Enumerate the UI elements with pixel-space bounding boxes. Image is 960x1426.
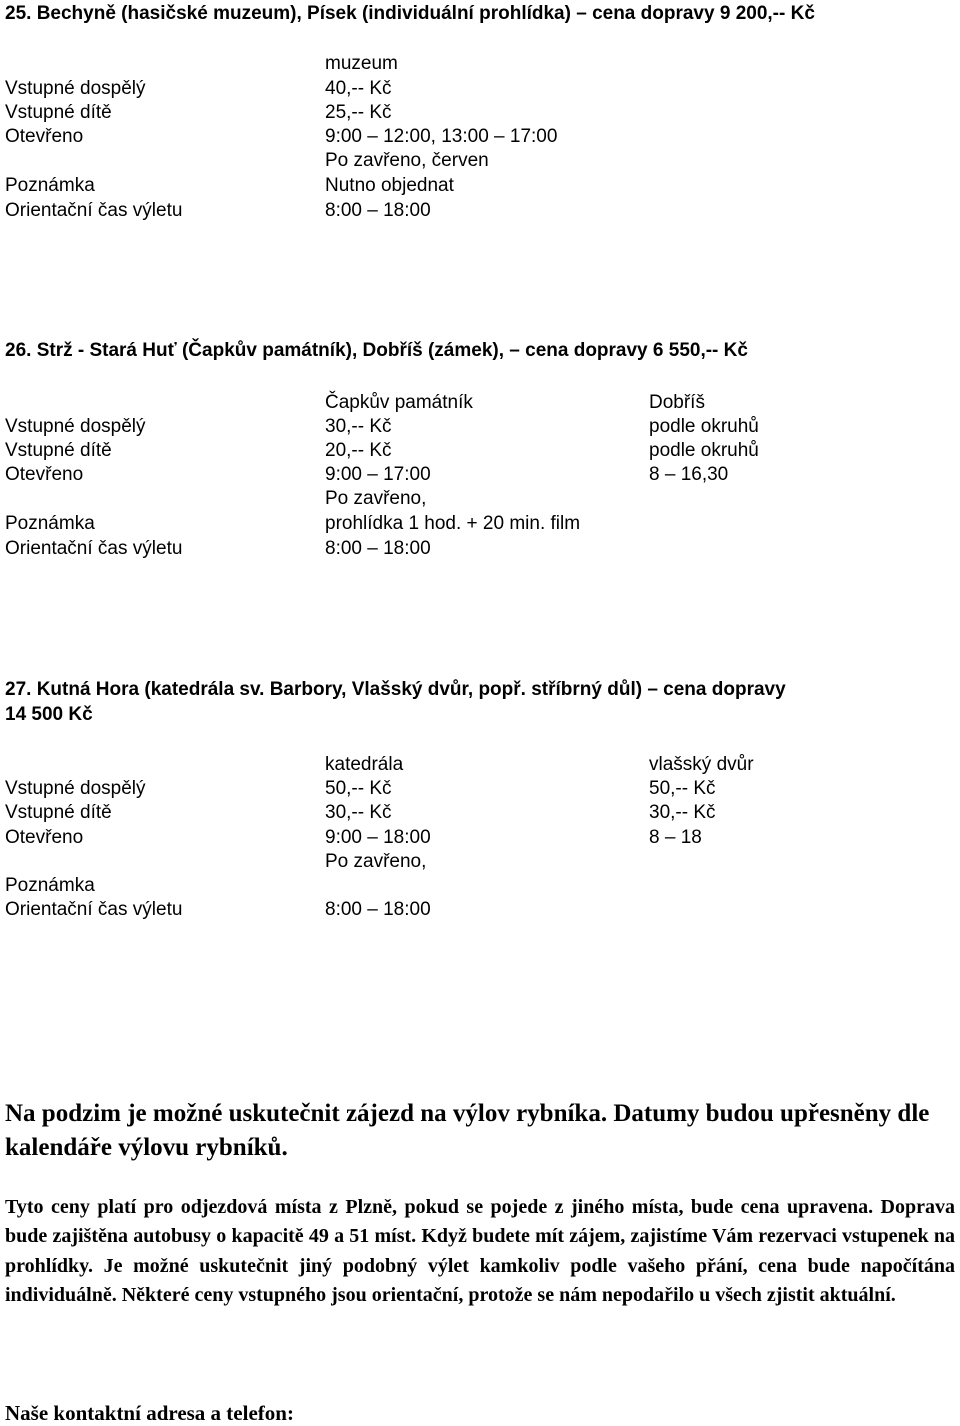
row-value: 9:00 – 18:00 <box>325 827 431 848</box>
table-row <box>5 874 955 898</box>
table-row <box>5 850 955 874</box>
section-27-heading-line2: 14 500 Kč <box>5 704 93 725</box>
row-label: Otevřeno <box>5 827 84 848</box>
row-label: Poznámka <box>5 513 95 534</box>
row-value: 8:00 – 18:00 <box>325 200 431 221</box>
row-label: Vstupné dospělý <box>5 778 146 799</box>
section-26-heading: 26. Strž - Stará Huť (Čapkův památník), Dobříš (zámek), – cena dopravy 6 550,-- Kč <box>5 340 748 361</box>
carp-harvest-notice: Na podzim je možné uskutečnit zájezd na výlov rybníka. Datumy budou upřesněny dle kalendáře výlovu rybníků. <box>5 1100 930 1161</box>
section-27-column-header <box>5 753 955 777</box>
table-row <box>5 439 955 463</box>
row-value-2: 30,-- Kč <box>649 802 716 823</box>
column-header-italian-court: vlašský dvůr <box>649 754 754 775</box>
row-label: Otevřeno <box>5 126 84 147</box>
row-label: Otevřeno <box>5 464 84 485</box>
table-row <box>5 487 955 511</box>
row-value: Po zavřeno, <box>325 488 427 509</box>
row-value: Nutno objednat <box>325 175 454 196</box>
row-value-2: podle okruhů <box>649 416 759 437</box>
column-header-cathedral: katedrála <box>325 754 404 775</box>
row-value: 20,-- Kč <box>325 440 392 461</box>
row-value-2: podle okruhů <box>649 440 759 461</box>
row-label: Poznámka <box>5 875 95 896</box>
row-value: prohlídka 1 hod. + 20 min. film <box>325 513 581 534</box>
section-26-column-header <box>5 391 955 415</box>
row-value: 9:00 – 12:00, 13:00 – 17:00 <box>325 126 558 147</box>
row-label: Vstupné dospělý <box>5 78 146 99</box>
row-value: 8:00 – 18:00 <box>325 899 431 920</box>
row-value: Po zavřeno, červen <box>325 150 489 171</box>
row-label: Orientační čas výletu <box>5 538 183 559</box>
row-value: 8:00 – 18:00 <box>325 538 431 559</box>
pricing-terms-paragraph: Tyto ceny platí pro odjezdová místa z Plzně, pokud se pojede z jiného místa, bude cena upravena. Doprava bude zajištěna autobusy o kapacitě 49 a 51 míst. Když budete mít zájem, zajistíme Vám rezervaci vstupenek na prohlídky. Je možné uskutečnit jiný podobný výlet kamkoliv podle vašeho přání, cena bude napočítána individuálně. Některé ceny vstupného jsou orientační, protože se nám nepodařilo u všech zjistit aktuální. <box>5 1196 955 1306</box>
section-27-heading: 27. Kutná Hora (katedrála sv. Barbory, Vlašský dvůr, popř. stříbrný důl) – cena dopravy <box>5 679 786 700</box>
table-row <box>5 537 955 561</box>
row-value-2: 8 – 18 <box>649 827 702 848</box>
section-25-column-header <box>5 52 955 76</box>
table-row <box>5 826 955 850</box>
row-value: 25,-- Kč <box>325 102 392 123</box>
row-label: Vstupné dospělý <box>5 416 146 437</box>
table-row <box>5 77 955 101</box>
row-label: Poznámka <box>5 175 95 196</box>
table-row <box>5 801 955 825</box>
row-value: 30,-- Kč <box>325 802 392 823</box>
row-value-2: 50,-- Kč <box>649 778 716 799</box>
table-row <box>5 101 955 125</box>
table-row <box>5 777 955 801</box>
table-row <box>5 174 955 198</box>
column-header-museum: muzeum <box>325 53 398 74</box>
row-value: 40,-- Kč <box>325 78 392 99</box>
table-row <box>5 415 955 439</box>
table-row <box>5 512 955 536</box>
column-header-dobris: Dobříš <box>649 392 705 413</box>
table-row <box>5 463 955 487</box>
column-header-capek-memorial: Čapkův památník <box>325 392 473 413</box>
row-label: Vstupné dítě <box>5 440 112 461</box>
row-label: Orientační čas výletu <box>5 200 183 221</box>
contact-heading: Naše kontaktní adresa a telefon: <box>5 1401 294 1425</box>
row-value-2: 8 – 16,30 <box>649 464 729 485</box>
row-value: 50,-- Kč <box>325 778 392 799</box>
table-row <box>5 898 955 922</box>
table-row <box>5 199 955 223</box>
row-label: Vstupné dítě <box>5 802 112 823</box>
row-value: Po zavřeno, <box>325 851 427 872</box>
row-label: Orientační čas výletu <box>5 899 183 920</box>
row-value: 30,-- Kč <box>325 416 392 437</box>
section-25-heading: 25. Bechyně (hasičské muzeum), Písek (individuální prohlídka) – cena dopravy 9 200,-- Kč <box>5 3 815 24</box>
table-row <box>5 149 955 173</box>
row-value: 9:00 – 17:00 <box>325 464 431 485</box>
table-row <box>5 125 955 149</box>
row-label: Vstupné dítě <box>5 102 112 123</box>
